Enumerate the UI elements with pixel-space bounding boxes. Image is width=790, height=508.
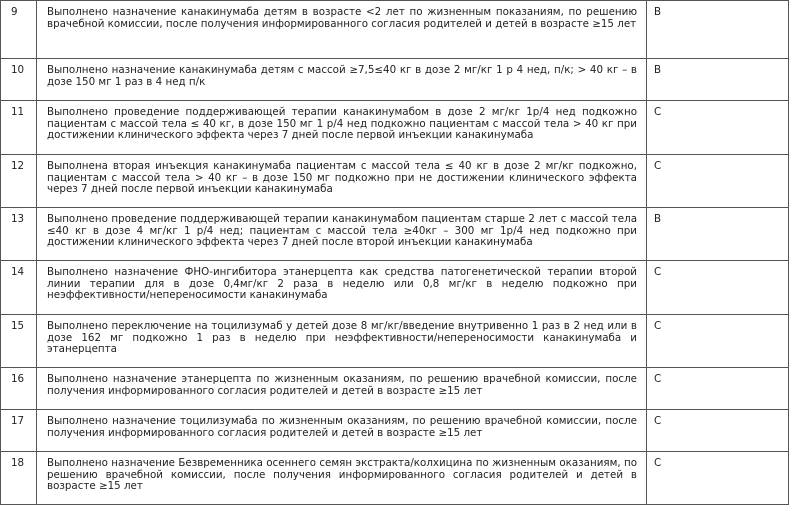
evidence-level-cell xyxy=(647,368,789,410)
evidence-level: B xyxy=(654,213,662,225)
table-row xyxy=(1,368,789,410)
table-row xyxy=(1,155,789,208)
criterion-cell xyxy=(37,208,647,261)
criterion-cell xyxy=(37,368,647,410)
evidence-level-cell xyxy=(647,1,789,59)
row-number-cell xyxy=(1,261,37,315)
row-number: 10 xyxy=(11,64,25,76)
criterion-cell xyxy=(37,155,647,208)
row-number: 17 xyxy=(11,415,25,427)
row-number-cell xyxy=(1,59,37,101)
criterion-text: Выполнено назначение канакинумаба детям с массой ≥7,5≤40 кг в дозе 2 мг/кг 1 р 4 нед, п/к; > 40 кг – в дозе 150 мг 1 раз в 4 нед п/к xyxy=(47,64,637,88)
evidence-level-cell xyxy=(647,155,789,208)
row-number: 15 xyxy=(11,320,25,332)
row-number-cell xyxy=(1,368,37,410)
table-row xyxy=(1,315,789,368)
evidence-level-cell xyxy=(647,410,789,452)
row-number: 14 xyxy=(11,266,25,278)
evidence-level-cell xyxy=(647,261,789,315)
row-number-cell xyxy=(1,155,37,208)
criterion-text: Выполнено переключение на тоцилизумаб у детей дозе 8 мг/кг/введение внутривенно 1 раз в 2 нед или в дозе 162 мг подкожно 1 раз в неделю при неэффективности/непереносимости канакинумаба и этанерцепта xyxy=(47,320,637,355)
evidence-level-cell xyxy=(647,59,789,101)
table-row xyxy=(1,59,789,101)
row-number: 13 xyxy=(11,213,25,225)
criterion-text: Выполнено назначение тоцилизумаба по жизненным оказаниям, по решению врачебной комиссии, после получения информированного согласия родителей и детей в возрасте ≥15 лет xyxy=(47,415,637,439)
criterion-cell xyxy=(37,59,647,101)
criterion-text: Выполнено проведение поддерживающей терапии канакинумабом пациентам старше 2 лет с массой тела ≤40 кг в дозе 4 мг/кг 1 р/4 нед; пациентам с массой тела ≥40кг – 300 мг 1р/4 нед подкожно при достижении клинического эффекта через 7 дней после второй инъекции канакинумаба xyxy=(47,213,637,248)
row-number: 16 xyxy=(11,373,25,385)
criterion-text: Выполнено проведение поддерживающей терапии канакинумабом в дозе 2 мг/кг 1р/4 нед подкожно пациентам с массой тела ≤ 40 кг, в дозе 150 мг 1 р/4 нед подкожно пациентам с массой тела > 40 кг при достижении клинического эффекта через 7 дней после первой инъекции канакинумаба xyxy=(47,106,637,141)
row-number: 11 xyxy=(11,106,25,118)
criterion-cell xyxy=(37,315,647,368)
criterion-cell xyxy=(37,410,647,452)
evidence-level: B xyxy=(654,6,662,18)
row-number-cell xyxy=(1,410,37,452)
row-number-cell xyxy=(1,1,37,59)
evidence-level: C xyxy=(654,106,662,118)
evidence-level: C xyxy=(654,373,662,385)
evidence-level: C xyxy=(654,457,662,469)
table-row xyxy=(1,101,789,155)
row-number: 12 xyxy=(11,160,25,172)
row-number-cell xyxy=(1,452,37,505)
evidence-level: C xyxy=(654,415,662,427)
evidence-level-cell xyxy=(647,315,789,368)
evidence-level: B xyxy=(654,64,662,76)
table-row xyxy=(1,261,789,315)
criterion-cell xyxy=(37,1,647,59)
row-number: 18 xyxy=(11,457,25,469)
criterion-cell xyxy=(37,101,647,155)
row-number-cell xyxy=(1,208,37,261)
table-row xyxy=(1,208,789,261)
criterion-text: Выполнено назначение канакинумаба детям в возрасте <2 лет по жизненным показаниям, по решению врачебной комиссии, после получения информированного согласия родителей и детей в возрасте ≥15 лет xyxy=(47,6,637,30)
evidence-level: C xyxy=(654,160,662,172)
criterion-cell xyxy=(37,261,647,315)
row-number: 9 xyxy=(11,6,18,18)
evidence-level: C xyxy=(654,320,662,332)
evidence-level-cell xyxy=(647,452,789,505)
row-number-cell xyxy=(1,315,37,368)
table-row xyxy=(1,410,789,452)
table-row xyxy=(1,1,789,59)
criterion-text: Выполнена вторая инъекция канакинумаба пациентам с массой тела ≤ 40 кг в дозе 2 мг/кг подкожно, пациентам с массой тела > 40 кг – в дозе 150 мг подкожно при не достижении клинического эффекта через 7 дней после первой инъекции канакинумаба xyxy=(47,160,637,195)
criterion-cell xyxy=(37,452,647,505)
criterion-text: Выполнено назначение Безвременника осеннего семян экстракта/колхицина по жизненным оказаниям, по решению врачебной комиссии, после получения информированного согласия родителей и детей в возрасте ≥15 лет xyxy=(47,457,637,492)
row-number-cell xyxy=(1,101,37,155)
evidence-level-cell xyxy=(647,101,789,155)
table-row xyxy=(1,452,789,505)
evidence-level: C xyxy=(654,266,662,278)
criterion-text: Выполнено назначение этанерцепта по жизненным оказаниям, по решению врачебной комиссии, после получения информированного согласия родителей и детей в возрасте ≥15 лет xyxy=(47,373,637,397)
criterion-text: Выполнено назначение ФНО-ингибитора этанерцепта как средства патогенетической терапии второй линии терапии для в дозе 0,4мг/кг 2 раза в неделю или 0,8 мг/кг в неделю подкожно при неэффективности/непереносимости канакинумаба xyxy=(47,266,637,301)
evidence-level-cell xyxy=(647,208,789,261)
